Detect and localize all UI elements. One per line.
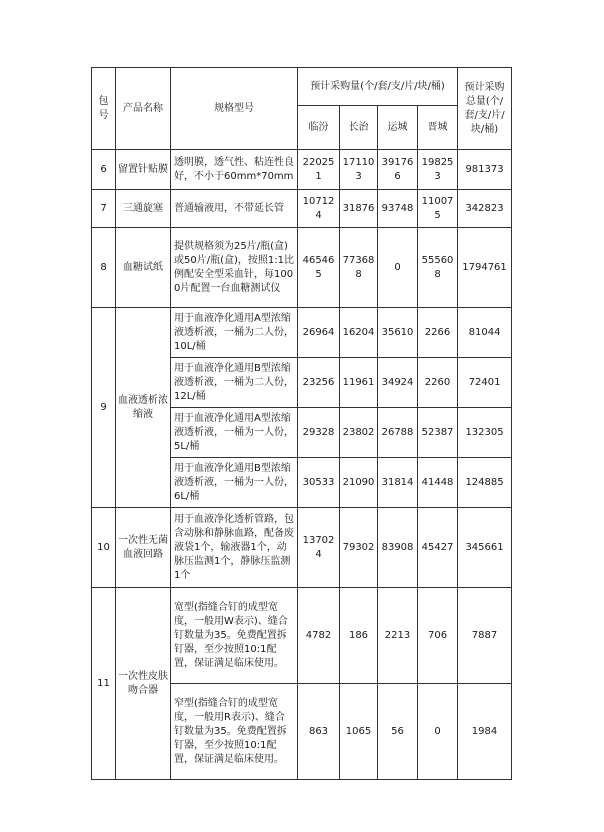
header-product-name: 产品名称 <box>116 68 171 150</box>
total-qty-cell: 124885 <box>458 458 512 508</box>
city-qty-cell: 21090 <box>340 458 378 508</box>
city-qty-cell: 863 <box>298 684 340 780</box>
city-qty-cell: 83908 <box>378 508 418 588</box>
city-qty-cell: 171103 <box>340 150 378 190</box>
total-qty-cell: 342823 <box>458 190 512 228</box>
spec-cell: 用于血液净化通用A型浓缩液透析液，一桶为一人份，5L/桶 <box>171 408 298 458</box>
header-spec: 规格型号 <box>171 68 298 150</box>
city-qty-cell: 0 <box>418 684 458 780</box>
city-qty-cell: 34924 <box>378 358 418 408</box>
header-pkg: 包号 <box>92 68 116 150</box>
city-qty-cell: 35610 <box>378 308 418 358</box>
city-qty-cell: 391766 <box>378 150 418 190</box>
city-qty-cell: 198253 <box>418 150 458 190</box>
total-qty-cell: 72401 <box>458 358 512 408</box>
header-total: 预计采购总量(个/套/支/片/块/桶) <box>458 68 512 150</box>
city-qty-cell: 56 <box>378 684 418 780</box>
header-city: 晋城 <box>418 106 458 150</box>
city-qty-cell: 1065 <box>340 684 378 780</box>
city-qty-cell: 31876 <box>340 190 378 228</box>
city-qty-cell: 16204 <box>340 308 378 358</box>
table-row <box>92 588 512 684</box>
city-qty-cell: 0 <box>378 228 418 308</box>
city-qty-cell: 4782 <box>298 588 340 684</box>
city-qty-cell: 26964 <box>298 308 340 358</box>
total-qty-cell: 345661 <box>458 508 512 588</box>
city-qty-cell: 11961 <box>340 358 378 408</box>
header-qty-group: 预计采购量(个/套/支/片/块/桶) <box>298 68 458 106</box>
city-qty-cell: 31814 <box>378 458 418 508</box>
spec-cell: 用于血液净化通用B型浓缩液透析液，一桶为一人份，6L/桶 <box>171 458 298 508</box>
city-qty-cell: 2213 <box>378 588 418 684</box>
spec-cell: 用于血液净化透析管路，包含动脉和静脉血路，配备废液袋1个，输液器1个，动脉压监测1个，静脉压监测1个 <box>171 508 298 588</box>
city-qty-cell: 555608 <box>418 228 458 308</box>
city-qty-cell: 29328 <box>298 408 340 458</box>
city-qty-cell: 45427 <box>418 508 458 588</box>
package-number: 6 <box>92 150 116 190</box>
product-name: 一次性皮肤吻合器 <box>116 588 171 780</box>
spec-cell: 宽型(指缝合钉的成型宽度，一般用W表示)、缝合钉数量为35。免费配置拆钉器，至少按照10:1配置，保证满足临床使用。 <box>171 588 298 684</box>
spec-cell: 用于血液净化通用B型浓缩液透析液，一桶为二人份，12L/桶 <box>171 358 298 408</box>
package-number: 9 <box>92 308 116 508</box>
table-row <box>92 190 512 228</box>
city-qty-cell: 93748 <box>378 190 418 228</box>
city-qty-cell: 186 <box>340 588 378 684</box>
product-name: 血糖试纸 <box>116 228 171 308</box>
city-qty-cell: 137024 <box>298 508 340 588</box>
table-row <box>92 228 512 308</box>
product-name: 血液透析浓缩液 <box>116 308 171 508</box>
product-name: 三通旋塞 <box>116 190 171 228</box>
city-qty-cell: 30533 <box>298 458 340 508</box>
total-qty-cell: 132305 <box>458 408 512 458</box>
package-number: 10 <box>92 508 116 588</box>
spec-cell: 普通输液用，不带延长管 <box>171 190 298 228</box>
table-row <box>92 308 512 358</box>
city-qty-cell: 107124 <box>298 190 340 228</box>
city-qty-cell: 79302 <box>340 508 378 588</box>
product-name: 留置针贴膜 <box>116 150 171 190</box>
package-number: 7 <box>92 190 116 228</box>
city-qty-cell: 773688 <box>340 228 378 308</box>
package-number: 11 <box>92 588 116 780</box>
package-number: 8 <box>92 228 116 308</box>
spec-cell: 透明膜，透气性、粘连性良好，不小于60mm*70mm <box>171 150 298 190</box>
city-qty-cell: 2266 <box>418 308 458 358</box>
city-qty-cell: 23802 <box>340 408 378 458</box>
city-qty-cell: 465465 <box>298 228 340 308</box>
city-qty-cell: 110075 <box>418 190 458 228</box>
total-qty-cell: 981373 <box>458 150 512 190</box>
total-qty-cell: 1984 <box>458 684 512 780</box>
total-qty-cell: 7887 <box>458 588 512 684</box>
table-row <box>92 150 512 190</box>
header-city: 临汾 <box>298 106 340 150</box>
spec-cell: 窄型(指缝合钉的成型宽度，一般用R表示)、缝合钉数量为35。免费配置拆钉器，至少按照10:1配置，保证满足临床使用。 <box>171 684 298 780</box>
header-city: 长治 <box>340 106 378 150</box>
product-name: 一次性无菌血液回路 <box>116 508 171 588</box>
city-qty-cell: 220251 <box>298 150 340 190</box>
spec-cell: 提供规格须为25片/瓶(盒)或50片/瓶(盒)，按照1:1比例配安全型采血针，每1000片配置一台血糖测试仪 <box>171 228 298 308</box>
city-qty-cell: 41448 <box>418 458 458 508</box>
total-qty-cell: 1794761 <box>458 228 512 308</box>
city-qty-cell: 706 <box>418 588 458 684</box>
header-row <box>92 68 512 106</box>
city-qty-cell: 52387 <box>418 408 458 458</box>
city-qty-cell: 23256 <box>298 358 340 408</box>
spec-cell: 用于血液净化通用A型浓缩液透析液，一桶为二人份，10L/桶 <box>171 308 298 358</box>
city-qty-cell: 2260 <box>418 358 458 408</box>
procurement-table <box>91 67 512 780</box>
table-row <box>92 508 512 588</box>
header-city: 运城 <box>378 106 418 150</box>
city-qty-cell: 26788 <box>378 408 418 458</box>
total-qty-cell: 81044 <box>458 308 512 358</box>
